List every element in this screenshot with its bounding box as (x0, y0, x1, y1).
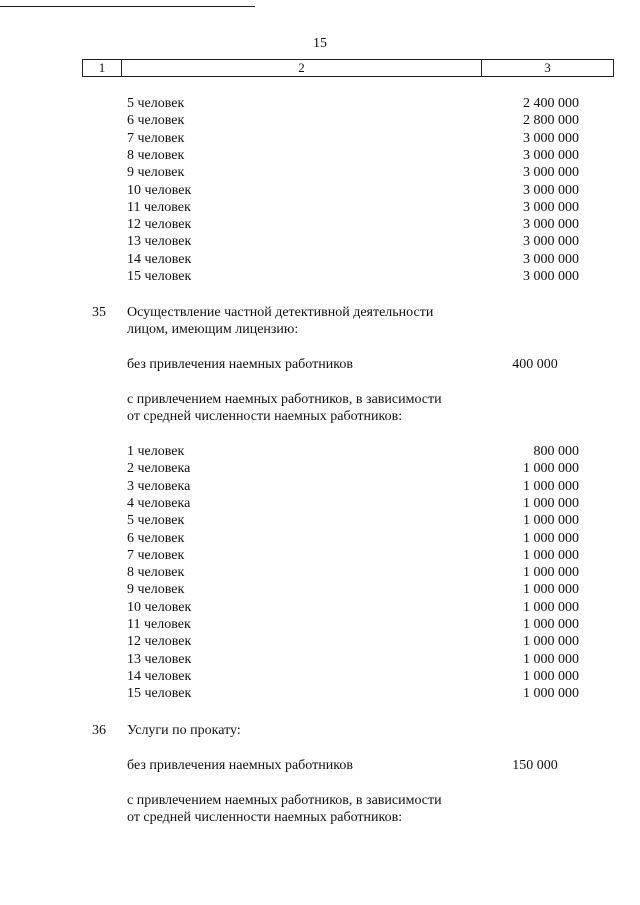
row-value: 1 000 000 (523, 668, 579, 684)
row-label: 14 человек (127, 251, 192, 267)
row-label: 3 человека (127, 478, 191, 494)
row-value: 3 000 000 (523, 199, 579, 215)
row-value: 1 000 000 (523, 495, 579, 511)
row-value: 1 000 000 (523, 617, 579, 632)
row-label: 8 человек (127, 147, 185, 163)
row-value: 3 000 000 (523, 269, 579, 284)
item-36-with-staff-line-2: от средней численности наемных работников: (127, 810, 403, 825)
row-label: 12 человек (127, 217, 192, 233)
row-label: 6 человек (127, 113, 185, 129)
row-value: 3 000 000 (523, 130, 579, 146)
table-header-row (82, 59, 614, 77)
row-label: 4 человека (127, 495, 191, 511)
item-35-title-line-2: лицом, имеющим лицензию: (127, 322, 299, 337)
row-label: 15 человек (127, 686, 192, 702)
row-label: 1 человек (127, 444, 185, 459)
row-label: 14 человек (127, 668, 192, 684)
row-label: 10 человек (127, 182, 192, 198)
row-value: 1 000 000 (523, 565, 579, 581)
row-value: 1 000 000 (523, 686, 579, 702)
item-36-without-staff-label: без привлечения наемных работников (127, 758, 353, 773)
header-col-3: 3 (544, 60, 551, 75)
item-35-without-staff-label: без привлечения наемных работников (127, 357, 353, 372)
item-36-number: 36 (92, 723, 106, 738)
row-label: 10 человек (127, 599, 192, 615)
row-label: 5 человек (127, 513, 185, 529)
row-value: 1 000 000 (523, 599, 579, 615)
row-label: 9 человек (127, 165, 185, 181)
row-value: 3 000 000 (523, 217, 579, 233)
row-label: 12 человек (127, 634, 192, 650)
row-label: 9 человек (127, 582, 185, 598)
item-35-title-line-1: Осуществление частной детективной деятельности (127, 305, 434, 320)
row-label: 13 человек (127, 651, 192, 667)
row-value: 1 000 000 (523, 634, 579, 650)
header-col-2: 2 (122, 60, 482, 76)
item-36-without-staff-value: 150 000 (512, 758, 558, 773)
row-value: 1 000 000 (523, 547, 579, 563)
row-value: 1 000 000 (523, 582, 579, 598)
page-number: 15 (313, 36, 327, 51)
row-label: 7 человек (127, 547, 185, 563)
row-label: 6 человек (127, 530, 185, 546)
item-35-with-staff-line-2: от средней численности наемных работников: (127, 409, 403, 424)
item-35-with-staff-line-1: с привлечением наемных работников, в зависимости (127, 392, 442, 407)
row-value: 800 000 (533, 444, 579, 459)
row-value: 2 400 000 (523, 96, 579, 111)
row-value: 1 000 000 (523, 651, 579, 667)
row-label: 13 человек (127, 234, 192, 250)
item-36-title: Услуги по прокату: (127, 723, 241, 738)
row-label: 11 человек (127, 199, 191, 215)
row-label: 8 человек (127, 565, 185, 581)
row-value: 3 000 000 (523, 147, 579, 163)
row-value: 2 800 000 (523, 113, 579, 129)
row-label: 7 человек (127, 130, 185, 146)
row-label: 2 человека (127, 461, 191, 477)
row-value: 3 000 000 (523, 234, 579, 250)
row-value: 1 000 000 (523, 461, 579, 477)
row-label: 11 человек (127, 617, 191, 632)
top-rule (0, 6, 255, 7)
item-35-number: 35 (92, 305, 106, 320)
row-value: 1 000 000 (523, 530, 579, 546)
row-value: 1 000 000 (523, 513, 579, 529)
row-value: 3 000 000 (523, 165, 579, 181)
item-36-with-staff-line-1: с привлечением наемных работников, в зависимости (127, 793, 442, 808)
row-label: 15 человек (127, 269, 192, 284)
row-value: 3 000 000 (523, 251, 579, 267)
header-col-1: 1 (83, 60, 122, 76)
row-value: 3 000 000 (523, 182, 579, 198)
row-label: 5 человек (127, 96, 185, 111)
item-35-without-staff-value: 400 000 (512, 357, 558, 372)
row-value: 1 000 000 (523, 478, 579, 494)
